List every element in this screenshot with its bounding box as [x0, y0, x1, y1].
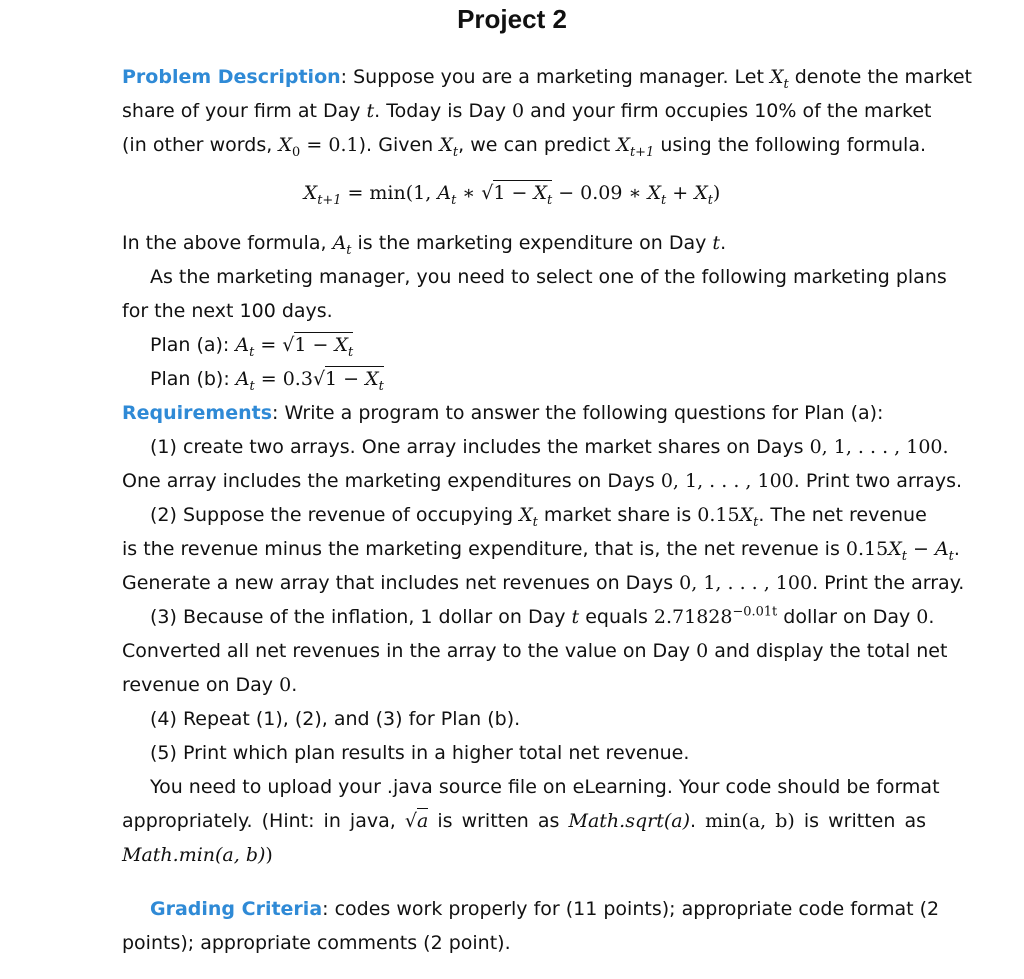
grading-line-2: points); appropriate comments (2 point). [122, 932, 511, 954]
problem-heading: Problem Description [122, 66, 341, 88]
requirements-heading: Requirements [122, 402, 273, 424]
req4-line: (4) Repeat (1), (2), and (3) for Plan (b). [150, 708, 521, 730]
req5-line: (5) Print which plan results in a higher total net revenue. [150, 742, 690, 764]
upload-line-2: appropriately. (Hint: in java, √a is written as Math.sqrt(a). min(a, b) is written as [122, 810, 926, 832]
formula-explanation: In the above formula, $A_t$ is the marketing expenditure on Day t. [122, 232, 727, 258]
main-formula: $X_{t+1} = \min(1$, $A_t$ ∗ $√1 - X_t - 0.09$ ∗ $X_t + X_t$) [303, 182, 721, 208]
problem-line-1: Problem Description: Suppose you are a marketing manager. Let $X_t$ denote the market [122, 66, 972, 92]
req3-line-1: (3) Because of the inflation, 1 dollar on Day t equals $2.71828^{-0.01t}$ dollar on Day 0. [150, 604, 935, 628]
plan-b: Plan (b): $A_t = 0.3√1 - X_t$ [150, 368, 384, 394]
req3-line-3: revenue on Day 0. [122, 674, 298, 696]
page-title: Project 2 [457, 4, 567, 34]
upload-line-1: You need to upload your .java source file on eLearning. Your code should be format [150, 776, 940, 798]
problem-line-2: share of your firm at Day t. Today is Day 0 and your firm occupies 10% of the market [122, 100, 932, 122]
grading-line-1: Grading Criteria: codes work properly for (11 points); appropriate code format (2 [150, 898, 940, 920]
grading-heading: Grading Criteria [150, 898, 323, 920]
requirements-line: Requirements: Write a program to answer the following questions for Plan (a): [122, 402, 884, 424]
req2-line-2: is the revenue minus the marketing expenditure, that is, the net revenue is $0.15X_t - A_t$. [122, 538, 960, 564]
plans-intro-line-1: As the marketing manager, you need to select one of the following marketing plans [150, 266, 947, 288]
req2-line-1: (2) Suppose the revenue of occupying $X_t$ market share is $0.15X_t$. The net revenue [150, 504, 927, 530]
req3-line-2: Converted all net revenues in the array to the value on Day 0 and display the total net [122, 640, 948, 662]
plans-intro-line-2: for the next 100 days. [122, 300, 333, 322]
problem-line-3: (in other words, $X_0 = 0.1$). Given $X_t$, we can predict $X_{t+1}$ using the following formula. [122, 134, 927, 160]
upload-line-3: Math.min(a, b)) [122, 844, 273, 866]
req1-line-2: One array includes the marketing expenditures on Days 0, 1, . . . , 100. Print two arrays. [122, 470, 963, 492]
req2-line-3: Generate a new array that includes net revenues on Days 0, 1, . . . , 100. Print the array. [122, 572, 965, 594]
plan-a: Plan (a): $A_t = √1 - X_t$ [150, 334, 354, 360]
req1-line-1: (1) create two arrays. One array includes the market shares on Days 0, 1, . . . , 100. [150, 436, 949, 458]
